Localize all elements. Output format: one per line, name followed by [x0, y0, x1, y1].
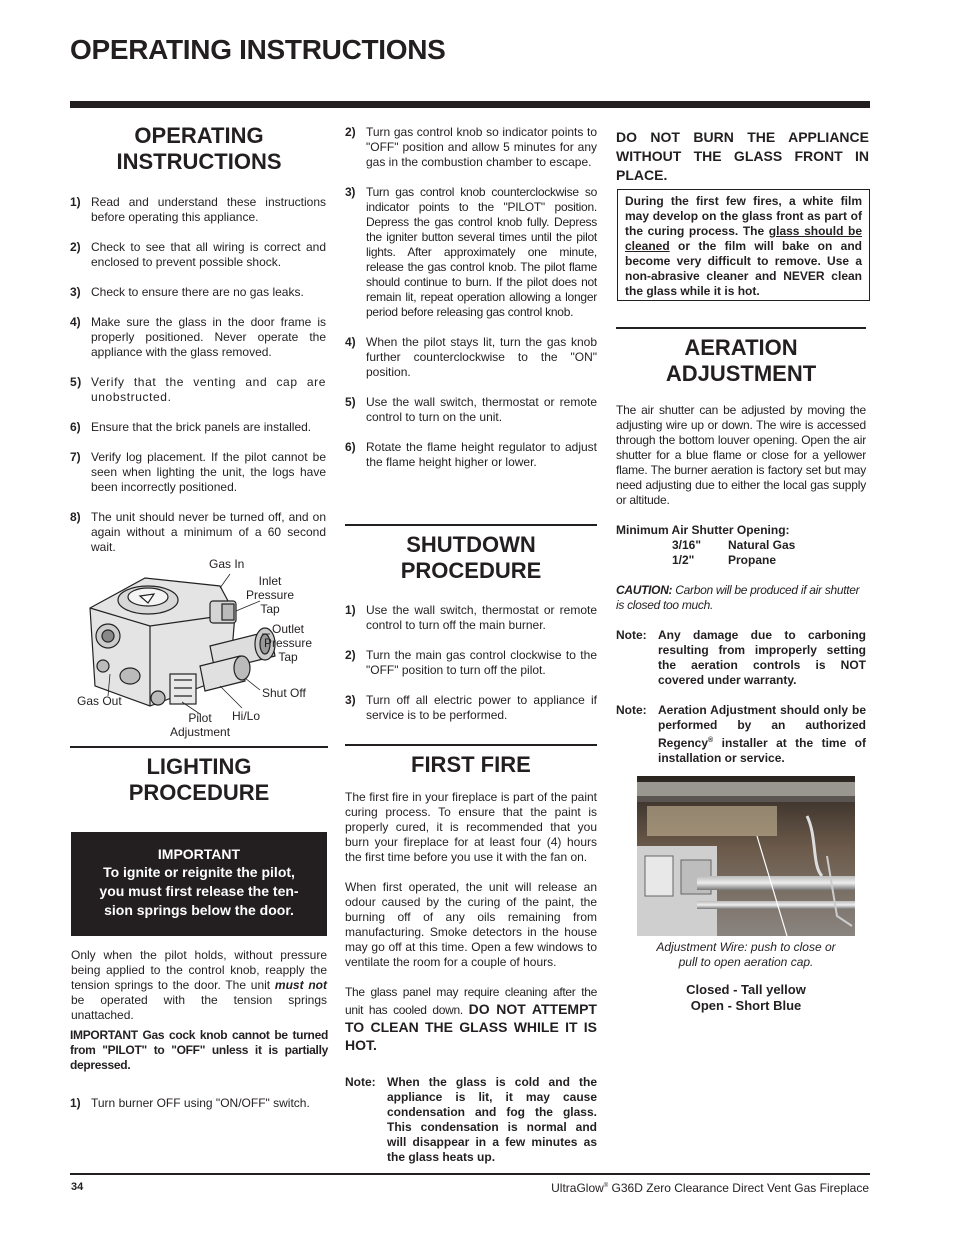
operating-step: 8) The unit should never be turned off, and on again without a minimum of a 60 second wait.: [70, 510, 326, 554]
operating-step: 2) Check to see that all wiring is correct and enclosed to prevent possible shock.: [70, 240, 326, 269]
lighting-step: 4) When the pilot stays lit, turn the gas knob further counterclockwise to the "ON" position.: [345, 335, 597, 379]
operating-steps-list: [70, 195, 326, 570]
installer-note: Note: Aeration Adjustment should only be performed by an authorized Regency® installer at the time of installation or service.: [616, 703, 866, 765]
first-fire-heading: FIRST FIRE: [411, 752, 531, 777]
lighting-step: 6) Rotate the flame height regulator to adjust the flame height higher or lower.: [345, 440, 597, 469]
operating-step: 1) Read and understand these instructions before operating this appliance.: [70, 195, 326, 224]
caution-text: CAUTION: Carbon will be produced if air shutter is closed too much.: [616, 583, 860, 612]
min-row: 3/16" Natural Gas: [672, 538, 796, 552]
open-label: Open - Short Blue: [690, 998, 802, 1013]
aeration-notes: [616, 628, 866, 781]
footer-rule: [70, 1173, 870, 1175]
section-divider: [345, 524, 597, 526]
section-divider: [616, 327, 866, 329]
aeration-photo: [637, 776, 855, 936]
gas-valve-diagram: [70, 556, 328, 742]
section-divider: [345, 744, 597, 746]
lighting-step: 2) Turn gas control knob so indicator points to "OFF" position and allow 5 minutes for any gas in the combustion chamber to escape.: [345, 125, 597, 169]
label-gas-out: Gas Out: [77, 694, 122, 708]
section-divider: [70, 746, 328, 748]
label-pilot-adjustment: Pilot Adjustment: [170, 711, 231, 739]
important-gas-cock-note: IMPORTANT Gas cock knob cannot be turned from "PILOT" to "OFF" unless it is partially depressed.: [70, 1028, 328, 1072]
pilot-holds-paragraph: Only when the pilot holds, without pressure being applied to the control knob, reapply the tension springs to the door. The unit must not be operated with the tension springs unattached.: [71, 948, 327, 1022]
aeration-paragraph: The air shutter can be adjusted by moving the adjusting wire up or down. The wire is accessed through the bottom louver opening. Open the air shutter for a blue flame or close for a yellower flame. The burner aeration is factory set but may need adjusting due to either the local gas supply or altitude.: [616, 403, 866, 507]
operating-step: 5) Verify that the venting and cap are unobstructed.: [70, 375, 326, 404]
photo-caption: Adjustment Wire: push to close or pull to open aeration cap.: [656, 940, 836, 969]
glass-cleaning-box: During the first few fires, a white film may develop on the glass front as part of the curing process. The glass should be cleaned or the film will bake on and become very difficult to remove. Use a non-abrasive cleaner and NEVER clean the glass while it is hot.: [617, 189, 870, 301]
lighting-steps-list: [345, 125, 597, 485]
operating-instructions-heading: OPERATING INSTRUCTIONS: [116, 123, 282, 174]
label-outlet-pressure-tap: Outlet Pressure Tap: [264, 622, 313, 664]
lighting-procedure-heading: LIGHTING PROCEDURE: [128, 754, 270, 805]
operating-step: 6) Ensure that the brick panels are installed.: [70, 420, 312, 434]
label-hi-lo: Hi/Lo: [232, 709, 261, 723]
operating-step: 3) Check to ensure there are no gas leaks.: [70, 285, 304, 299]
shutdown-steps-list: [345, 603, 597, 738]
label-shut-off: Shut Off: [262, 686, 306, 700]
header-rule: [70, 101, 870, 108]
first-fire-text: The first fire in your fireplace is part of the paint curing process. To ensure that the paint is properly cured, it is recommended that you burn your fireplace for at least four (4) hours the first time before you use it with the fan on. When first operated, the unit will release an odour caused by the curing of the paint, the burning off of any oils remaining from manufacturing. Smoke detectors in the house may go off at this time. Open a few windows to ventilate the room for a couple of hours. The glass panel may require cleaning after the unit has cooled down. DO NOT ATTEMPT TO CLEAN THE GLASS WHILE IT IS HOT.: [345, 790, 597, 1053]
warranty-note: Note: Any damage due to carboning resulting from improperly setting the aeration controls is NOT covered under warranty.: [616, 628, 866, 687]
condensation-note: Note: When the glass is cold and the appliance is lit, it may cause condensation and fog the glass. This condensation is normal and will disappear in a few minutes as the glass heats up.: [345, 1075, 597, 1164]
min-row: 1/2" Propane: [672, 553, 777, 567]
label-gas-in: Gas In: [209, 557, 245, 571]
important-box: IMPORTANT To ignite or reignite the pilot, you must first release the ten- sion springs below the door.: [71, 832, 327, 936]
aeration-adjustment-heading: AERATION ADJUSTMENT: [665, 335, 817, 386]
glass-warning: DO NOT BURN THE APPLIANCE WITHOUT THE GLASS FRONT IN PLACE.: [616, 129, 869, 183]
shutdown-step: 1) Use the wall switch, thermostat or remote control to turn off the main burner.: [345, 603, 597, 632]
flame-legend: [637, 982, 855, 1014]
operating-step: 4) Make sure the glass in the door frame is properly positioned. Never operate the appliance with the glass removed.: [70, 315, 326, 359]
page-number: 34: [71, 1181, 84, 1193]
shutdown-procedure-heading: SHUTDOWN PROCEDURE: [400, 532, 542, 583]
shutdown-step: 2) Turn the main gas control clockwise to the "OFF" position to turn off the pilot.: [345, 648, 597, 677]
closed-label: Closed - Tall yellow: [686, 982, 806, 997]
lighting-step: 5) Use the wall switch, thermostat or remote control to turn on the unit.: [345, 395, 597, 424]
aeration-photo-illustration: [637, 776, 855, 936]
min-air-shutter-table: Minimum Air Shutter Opening: 3/16" Natural Gas 1/2" Propane: [616, 523, 866, 568]
operating-step: 7) Verify log placement. If the pilot cannot be seen when lighting the unit, the logs have been incorrectly positioned.: [70, 450, 326, 494]
lighting-step: 1) Turn burner OFF using "ON/OFF" switch.: [70, 1096, 310, 1110]
lighting-step: 3) Turn gas control knob counterclockwise so indicator points to the "PILOT" position. Depress the gas control knob fully. Depress the igniter button several times until the pilot lights. After approximately one minute, release the gas control knob. The pilot flame should continue to burn. If the pilot does not remain lit, repeat operation allowing a longer period before releasing gas control knob.: [345, 185, 597, 319]
page-title: OPERATING INSTRUCTIONS: [70, 34, 446, 65]
footer-product-name: UltraGlow® G36D Zero Clearance Direct Vent Gas Fireplace: [551, 1181, 869, 1195]
label-inlet-pressure-tap: Inlet Pressure Tap: [246, 574, 295, 616]
shutdown-step: 3) Turn off all electric power to appliance if service is to be performed.: [345, 693, 597, 722]
